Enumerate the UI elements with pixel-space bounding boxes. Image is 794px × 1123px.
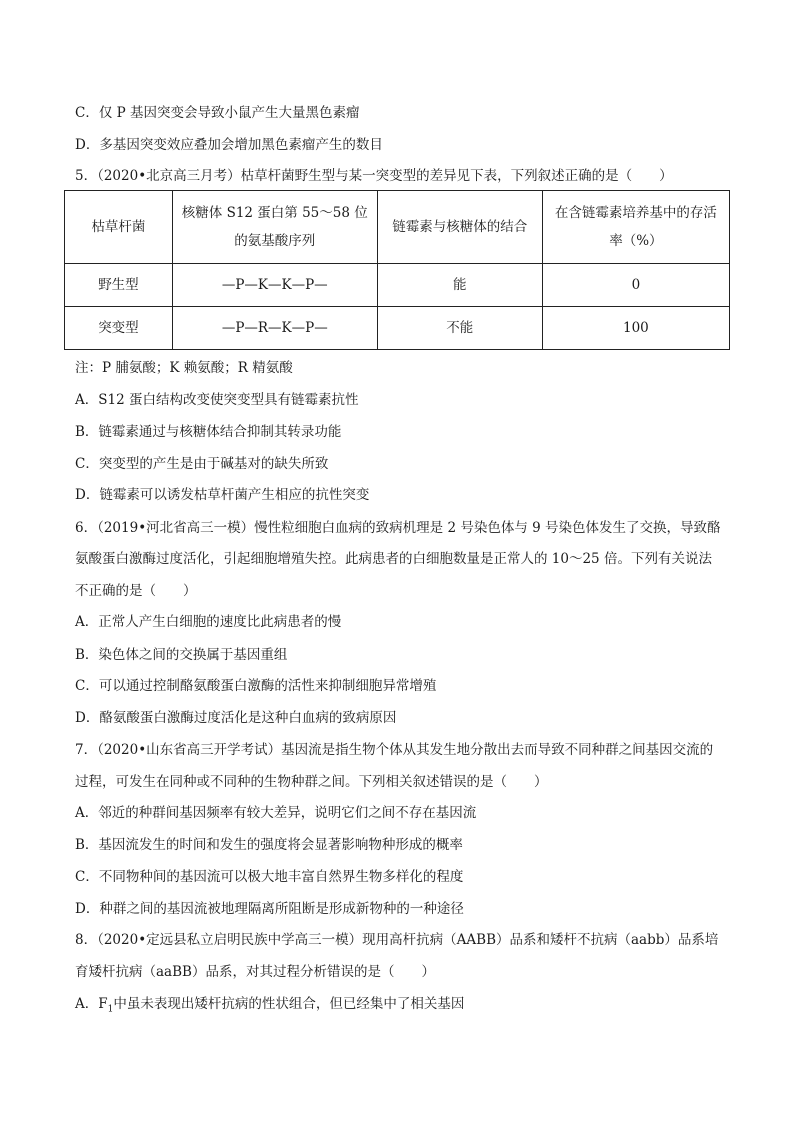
q4-option-d: D．多基因突变效应叠加会增加黑色素瘤产生的数目 [75, 137, 383, 153]
q5-note: 注：P 脯氨酸；K 赖氨酸；R 精氨酸 [75, 360, 293, 376]
table-cell: —P—R—K—P— [172, 307, 377, 350]
table-header-cell: 链霉素与核糖体的结合 [377, 191, 542, 264]
table-cell: 能 [377, 264, 542, 307]
q8-option-a-subscript: 1 [107, 1004, 114, 1015]
table-cell: 突变型 [65, 307, 173, 350]
q7-option-c: C．不同物种间的基因流可以极大地丰富自然界生物多样化的程度 [75, 869, 464, 885]
table-header-cell: 枯草杆菌 [65, 191, 173, 264]
q7-stem-line-1: 7．（2020•山东省高三开学考试）基因流是指生物个体从其发生地分散出去而导致不同种群之间基因交流的 [75, 742, 714, 758]
q4-option-c: C．仅 P 基因突变会导致小鼠产生大量黑色素瘤 [75, 105, 360, 121]
q5-option-b: B．链霉素通过与核糖体结合抑制其转录功能 [75, 424, 342, 440]
q6-option-b: B．染色体之间的交换属于基因重组 [75, 647, 288, 663]
q8-option-a-prefix: A．F [75, 996, 108, 1012]
table-header-cell: 在含链霉素培养基中的存活率（%） [542, 191, 729, 264]
q5-option-a: A．S12 蛋白结构改变使突变型具有链霉素抗性 [75, 392, 359, 408]
q6-stem-line-3: 不正确的是（ ） [75, 583, 197, 599]
q6-option-c: C．可以通过控制酪氨酸蛋白激酶的活性来抑制细胞异常增殖 [75, 678, 437, 694]
q8-stem-line-1: 8．（2020•定远县私立启明民族中学高三一模）现用高杆抗病（AABB）品系和矮杆不抗病（aabb）品系培 [75, 932, 719, 948]
q6-option-a: A．正常人产生白细胞的速度比此病患者的慢 [75, 614, 342, 630]
q6-option-d: D．酪氨酸蛋白激酶过度活化是这种白血病的致病原因 [75, 710, 397, 726]
table-cell: 0 [542, 264, 729, 307]
table-row [65, 307, 730, 350]
table-cell: 不能 [377, 307, 542, 350]
q7-stem-line-2: 过程，可发生在同种或不同种的生物种群之间。下列相关叙述错误的是（ ） [75, 774, 548, 790]
table-cell: 野生型 [65, 264, 173, 307]
q8-option-a-text: 中虽未表现出矮杆抗病的性状组合，但已经集中了相关基因 [113, 996, 465, 1012]
q5-stem: 5．（2020•北京高三月考）枯草杆菌野生型与某一突变型的差异见下表，下列叙述正确的是（ ） [75, 168, 673, 184]
q7-option-a: A．邻近的种群间基因频率有较大差异，说明它们之间不存在基因流 [75, 805, 477, 821]
q7-option-b: B．基因流发生的时间和发生的强度将会显著影响物种形成的概率 [75, 837, 463, 853]
q5-data-table [64, 190, 730, 350]
q8-stem-line-2: 育矮杆抗病（aaBB）品系，对其过程分析错误的是（ ） [75, 964, 435, 980]
q6-stem-line-2: 氨酸蛋白激酶过度活化，引起细胞增殖失控。此病患者的白细胞数量是正常人的 10～25 倍。下列有关说法 [75, 551, 712, 567]
table-header-row [65, 191, 730, 264]
table-cell: 100 [542, 307, 729, 350]
table-cell: —P—K—K—P— [172, 264, 377, 307]
q5-option-c: C．突变型的产生是由于碱基对的缺失所致 [75, 456, 329, 472]
q6-stem-line-1: 6．（2019•河北省高三一模）慢性粒细胞白血病的致病机理是 2 号染色体与 9 号染色体发生了交换，导致酪 [75, 520, 721, 536]
table-row [65, 264, 730, 307]
table-header-cell: 核糖体 S12 蛋白第 55～58 位的氨基酸序列 [172, 191, 377, 264]
q7-option-d: D．种群之间的基因流被地理隔离所阻断是形成新物种的一种途径 [75, 901, 464, 917]
q8-option-a [75, 994, 735, 1020]
q5-option-d: D．链霉素可以诱发枯草杆菌产生相应的抗性突变 [75, 487, 370, 503]
